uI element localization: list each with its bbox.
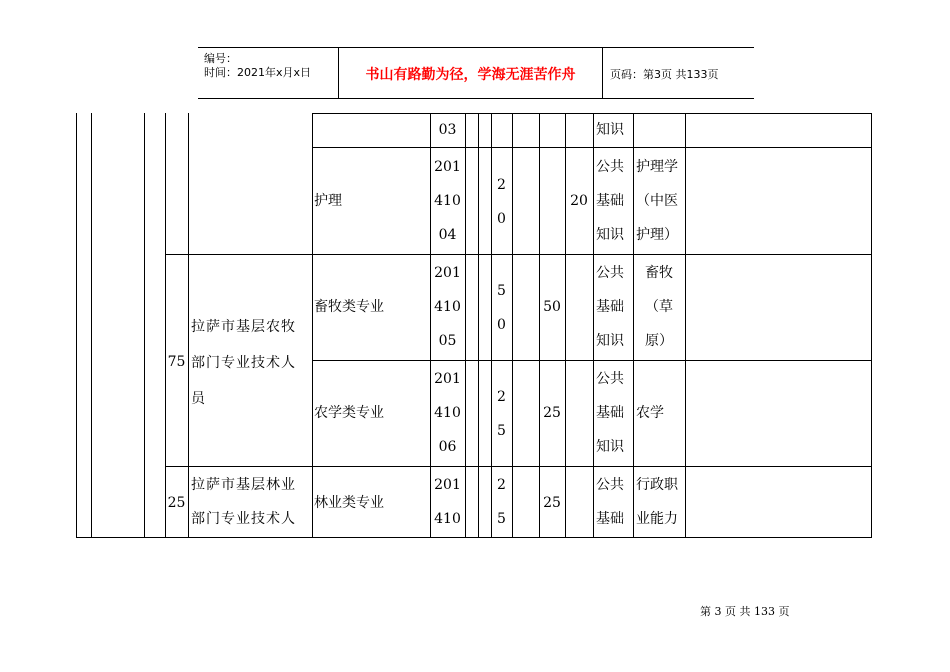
count-digit: 2 <box>497 177 506 193</box>
page-footer: 第 3 页 共 133 页 <box>700 605 790 618</box>
position-code <box>430 150 465 252</box>
header-meta <box>204 52 311 80</box>
exam-subject: 知识 <box>596 122 624 138</box>
table-rule <box>685 113 686 538</box>
major-requirement <box>636 468 678 536</box>
table-rule <box>871 113 872 538</box>
count-digit: 0 <box>497 211 506 227</box>
table-rule <box>165 113 166 538</box>
code-line: 05 <box>438 333 457 349</box>
page-header <box>198 47 754 99</box>
major-name: 护理 <box>314 193 342 209</box>
req-line: 原） <box>645 333 673 349</box>
code-line: 410 <box>434 511 461 527</box>
table-rule <box>76 113 77 538</box>
code-line: 410 <box>434 193 461 209</box>
code-line: 201 <box>434 477 461 493</box>
major-requirement <box>636 150 678 252</box>
exam-line: 知识 <box>596 333 624 349</box>
major-requirement <box>633 256 685 358</box>
exam-line: 基础 <box>596 511 624 527</box>
major-name: 农学类专业 <box>314 405 384 421</box>
req-line: （中医 <box>636 193 678 209</box>
table-rule <box>312 113 313 538</box>
table-rule <box>312 113 872 114</box>
exam-line: 公共 <box>596 159 624 175</box>
req-line: 业能力 <box>636 511 678 527</box>
position-code <box>430 256 465 358</box>
hire-count <box>491 168 512 236</box>
exam-line: 公共 <box>596 371 624 387</box>
table-rule <box>144 113 145 538</box>
count-digit: 5 <box>497 423 506 439</box>
exam-subject <box>596 150 624 252</box>
table-rule <box>565 113 566 538</box>
major-name: 畜牧类专业 <box>314 299 384 315</box>
table-rule <box>76 537 872 538</box>
major-name: 林业类专业 <box>314 495 384 511</box>
code-line: 04 <box>438 227 457 243</box>
table-rule <box>465 113 466 538</box>
time-label: 时间：2021年x月x日 <box>204 66 312 79</box>
exam-line: 基础 <box>596 299 624 315</box>
code-line: 06 <box>438 439 457 455</box>
code-line: 201 <box>434 265 461 281</box>
exam-line: 知识 <box>596 439 624 455</box>
count-digit: 0 <box>497 317 506 333</box>
header-page-label: 页码：第3页 共133页 <box>610 68 719 81</box>
exam-line: 公共 <box>596 477 624 493</box>
major-requirement: 农学 <box>636 405 664 421</box>
hire-count <box>491 468 512 536</box>
table-rule <box>312 360 872 361</box>
hire-count-total: 25 <box>543 495 561 511</box>
req-line: 畜牧 <box>645 265 673 281</box>
count-digit: 2 <box>497 477 506 493</box>
code-line: 410 <box>434 405 461 421</box>
req-line: 行政职 <box>636 477 678 493</box>
req-line: 护理学 <box>636 159 678 175</box>
position-code <box>430 468 465 536</box>
table-rule <box>165 254 872 255</box>
hire-total: 75 <box>167 354 186 370</box>
table-rule <box>312 147 872 148</box>
header-divider <box>602 48 603 98</box>
exam-subject <box>596 362 624 464</box>
recruiting-unit: 拉萨市基层农牧部门专业技术人员 <box>191 319 296 407</box>
hire-count-total: 50 <box>543 299 561 315</box>
serial-label: 编号： <box>204 52 237 65</box>
exam-line: 基础 <box>596 193 624 209</box>
code-line: 201 <box>434 371 461 387</box>
count-digit: 2 <box>497 389 506 405</box>
req-line: 护理） <box>636 227 678 243</box>
count-digit: 5 <box>497 511 506 527</box>
code-line: 201 <box>434 159 461 175</box>
exam-subject <box>596 256 624 358</box>
recruiting-unit: 拉萨市基层林业部门专业技术人 <box>191 477 296 527</box>
position-code <box>430 362 465 464</box>
table-rule <box>91 113 92 538</box>
header-motto: 书山有路勤为径，学海无涯苦作舟 <box>365 67 576 83</box>
hire-total: 25 <box>167 495 186 511</box>
exam-subject <box>596 468 624 536</box>
hire-count-total: 25 <box>543 405 561 421</box>
code-line: 410 <box>434 299 461 315</box>
exam-line: 知识 <box>596 227 624 243</box>
position-code: 03 <box>438 122 457 138</box>
table-rule <box>188 113 189 538</box>
table-rule <box>512 113 513 538</box>
hire-count <box>491 274 512 342</box>
table-rule <box>478 113 479 538</box>
table-rule <box>593 113 594 538</box>
req-line: （草 <box>645 299 673 315</box>
table-rule <box>165 466 872 467</box>
hire-count <box>491 380 512 448</box>
count-digit: 5 <box>497 283 506 299</box>
hire-count-total: 20 <box>570 193 588 209</box>
table-rule <box>539 113 540 538</box>
exam-line: 基础 <box>596 405 624 421</box>
exam-line: 公共 <box>596 265 624 281</box>
